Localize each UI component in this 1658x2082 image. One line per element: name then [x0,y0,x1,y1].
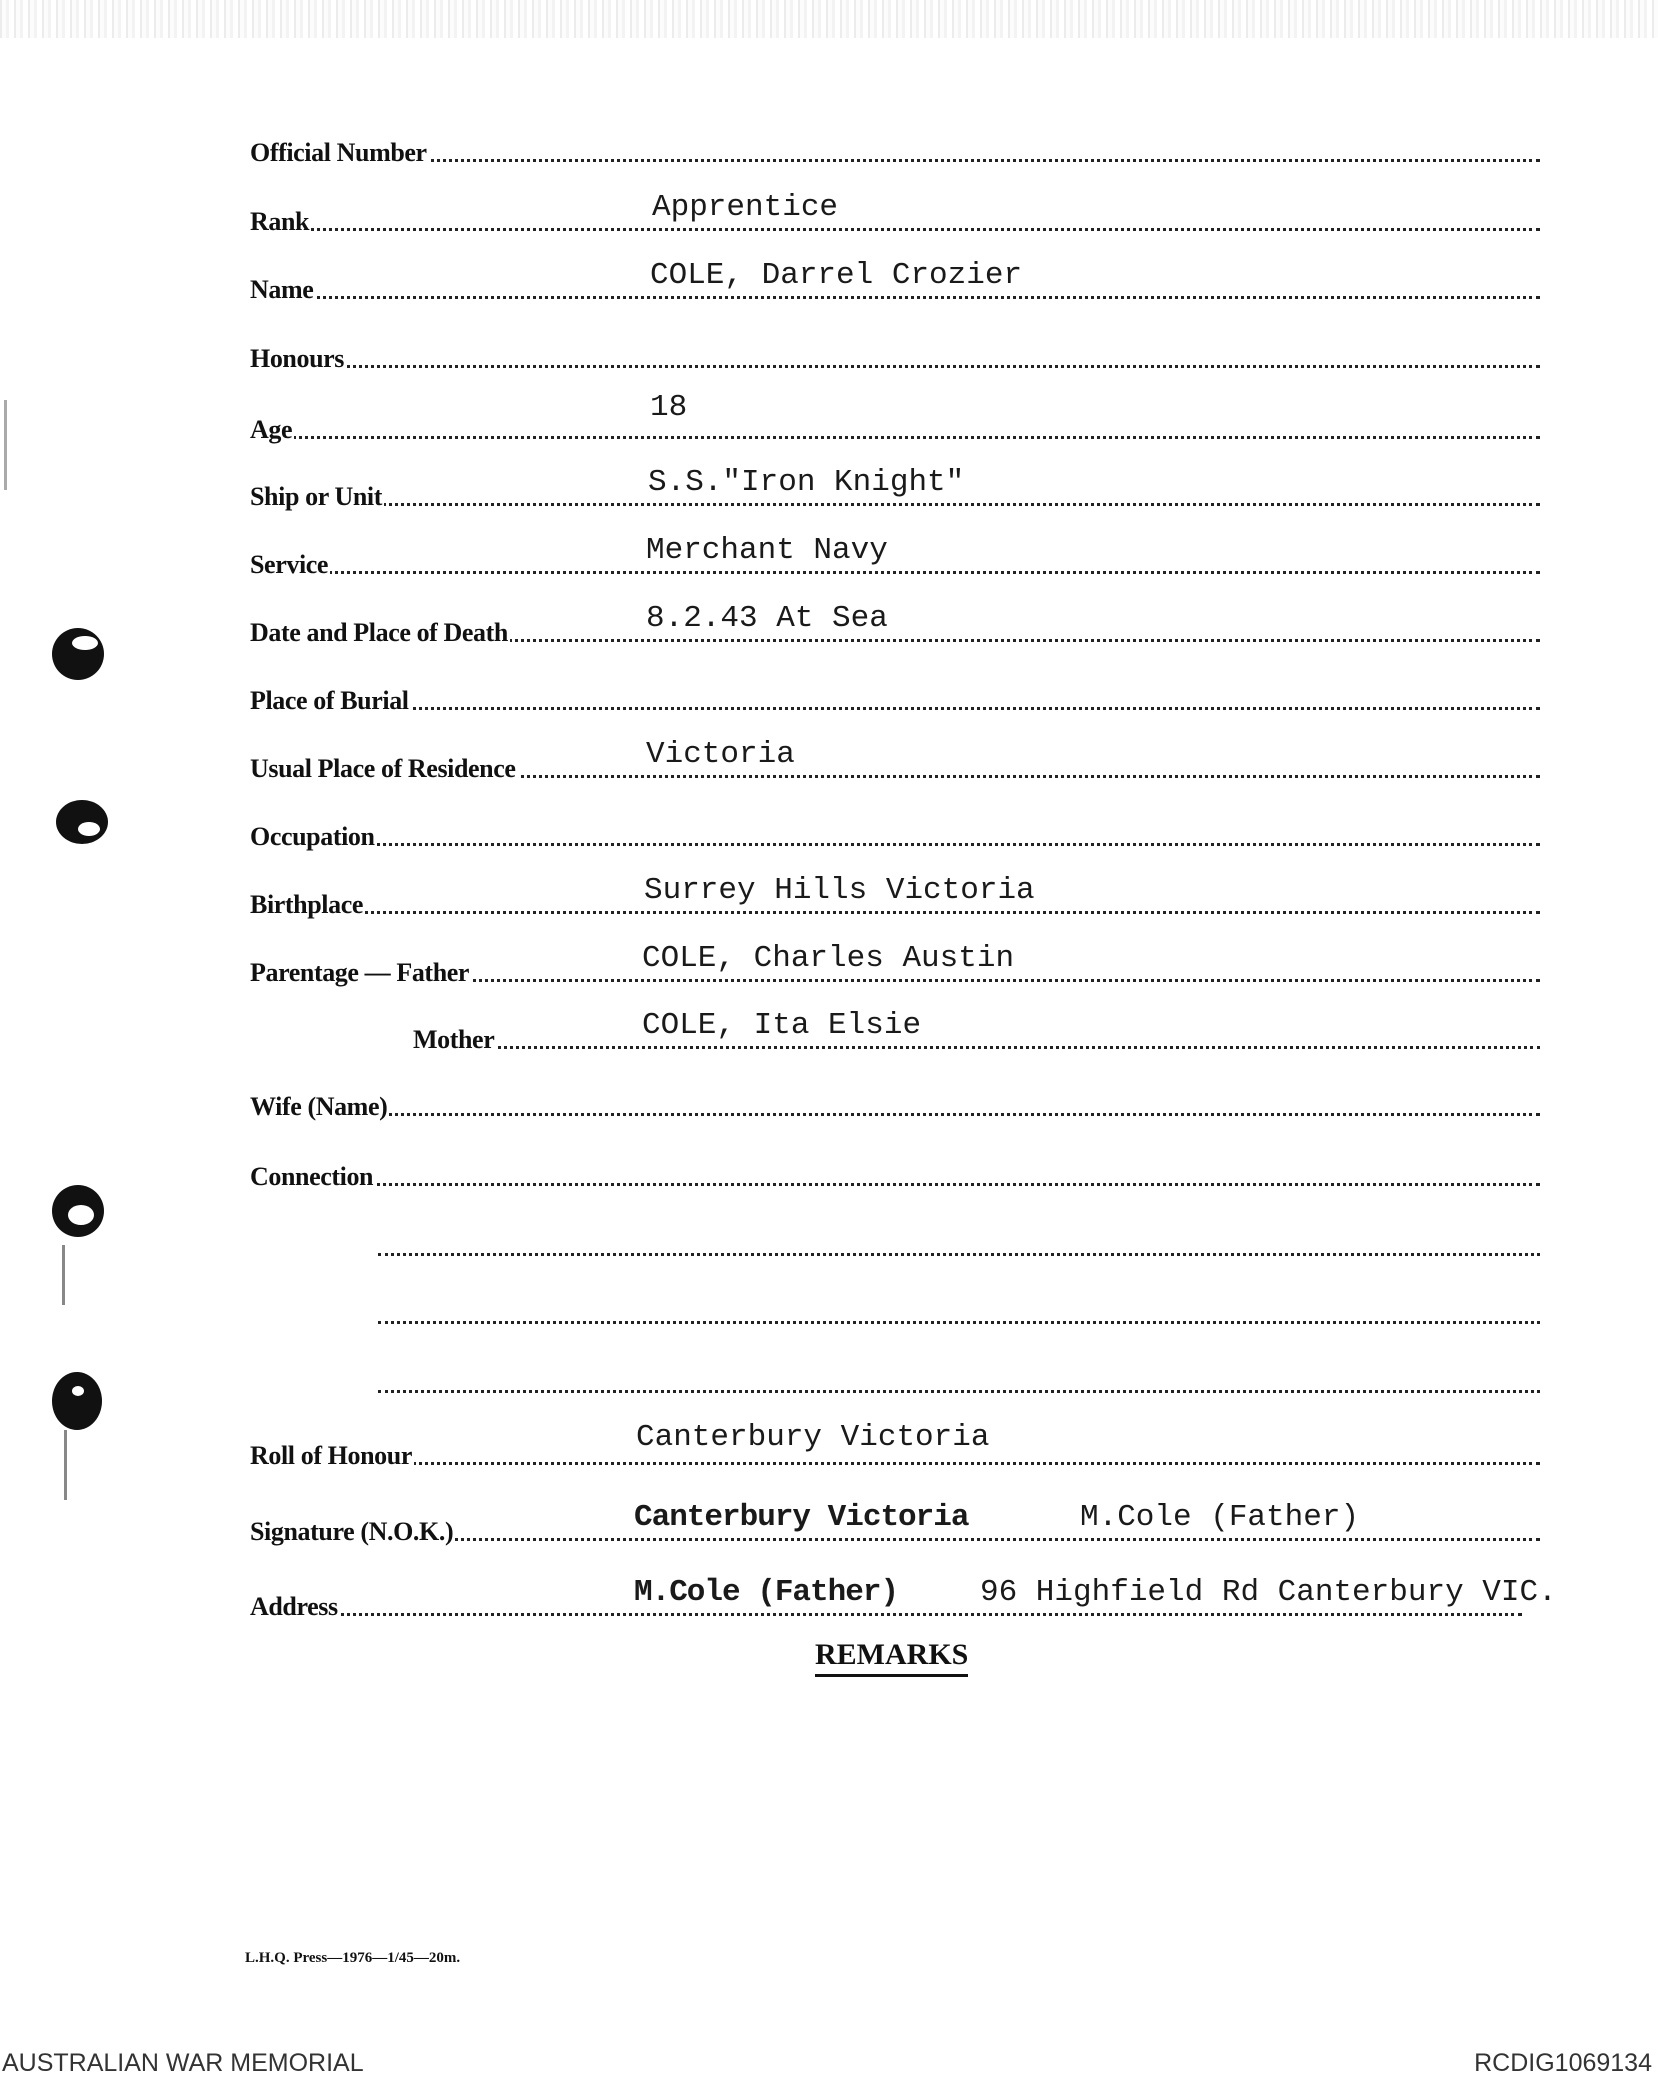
age-row [250,390,1540,444]
mother-value: COLE, Ita Elsie [642,1008,922,1043]
place-of-burial-row [250,674,1540,714]
honours-label: Honours [250,344,345,373]
date-place-of-death-label: Date and Place of Death [250,618,508,647]
date-place-of-death-row [250,601,1540,647]
scan-edge-mark [62,1245,65,1305]
punch-hole [52,628,104,680]
parentage-father-row [250,941,1540,987]
address-value: 96 Highfield Rd Canterbury VIC. [980,1575,1557,1610]
roll-of-honour-value: Canterbury Victoria [636,1420,990,1455]
scan-edge-noise [0,0,1658,38]
signature-nok-label: Signature (N.O.K.) [250,1517,454,1546]
address-struck-text: M.Cole (Father) [634,1575,899,1610]
father-value: COLE, Charles Austin [642,941,1015,976]
dotted-line [250,503,1540,506]
service-label: Service [250,550,329,579]
official-number-row [250,126,1540,166]
parentage-mother-row [250,1008,1540,1054]
dotted-line [250,436,1540,439]
dotted-line [250,911,1540,914]
dotted-line [250,296,1540,299]
ship-or-unit-label: Ship or Unit [250,482,382,511]
service-row [250,533,1540,579]
ship-or-unit-row [250,465,1540,511]
blank-dotted-line [378,1321,1540,1324]
birthplace-row [250,873,1540,919]
dotted-line [250,228,1540,231]
service-value: Merchant Navy [646,533,888,568]
dotted-line [250,1183,1540,1186]
wife-label: Wife (Name) [250,1092,388,1121]
dotted-line [250,707,1540,710]
connection-label: Connection [250,1162,374,1191]
wife-row [250,1080,1540,1120]
parentage-father-label: Parentage — Father [250,958,470,987]
connection-row [250,1150,1540,1190]
printer-imprint: L.H.Q. Press—1976—1/45—20m. [245,1950,461,1966]
usual-residence-value: Victoria [646,737,795,772]
name-row [250,258,1540,304]
dotted-line [250,1613,1522,1616]
usual-residence-label: Usual Place of Residence [250,754,516,783]
footer-record-id: RCDIG1069134 [1474,2049,1652,2077]
age-label: Age [250,415,293,444]
place-of-burial-label: Place of Burial [250,686,409,715]
dotted-line [250,159,1540,162]
punch-hole [56,800,108,844]
birthplace-value: Surrey Hills Victoria [644,873,1035,908]
rank-label: Rank [250,207,310,236]
dotted-line [250,365,1540,368]
signature-nok-value: M.Cole (Father) [1080,1500,1360,1535]
official-number-label: Official Number [250,138,427,167]
roll-of-honour-row [250,1420,1540,1470]
address-row [250,1575,1557,1621]
scan-edge-mark [4,400,7,490]
rank-value: Apprentice [652,190,839,225]
address-label: Address [250,1592,338,1621]
remarks-heading: REMARKS [815,1638,968,1677]
date-place-of-death-value: 8.2.43 At Sea [646,601,888,636]
dotted-line [250,1113,1540,1116]
birthplace-label: Birthplace [250,890,363,919]
roll-of-honour-label: Roll of Honour [250,1441,412,1470]
signature-nok-row [250,1500,1540,1546]
blank-dotted-line [378,1390,1540,1393]
punch-hole [52,1372,102,1430]
dotted-line [250,843,1540,846]
scan-edge-mark [64,1430,67,1500]
usual-residence-row [250,737,1540,783]
blank-dotted-line [378,1253,1540,1256]
ship-or-unit-value: S.S."Iron Knight" [648,465,965,500]
dotted-line [250,1462,1540,1465]
age-value: 18 [650,390,688,425]
name-label: Name [250,275,314,304]
occupation-label: Occupation [250,822,375,851]
dotted-line [413,1046,1540,1049]
signature-struck-text: Canterbury Victoria [634,1500,969,1535]
mother-label: Mother [413,1025,495,1054]
rank-row [250,190,1540,236]
dotted-line [250,571,1540,574]
footer-archive-name: AUSTRALIAN WAR MEMORIAL [2,2049,364,2077]
punch-hole [52,1185,104,1237]
name-value: COLE, Darrel Crozier [650,258,1023,293]
occupation-row [250,810,1540,850]
honours-row [250,332,1540,372]
